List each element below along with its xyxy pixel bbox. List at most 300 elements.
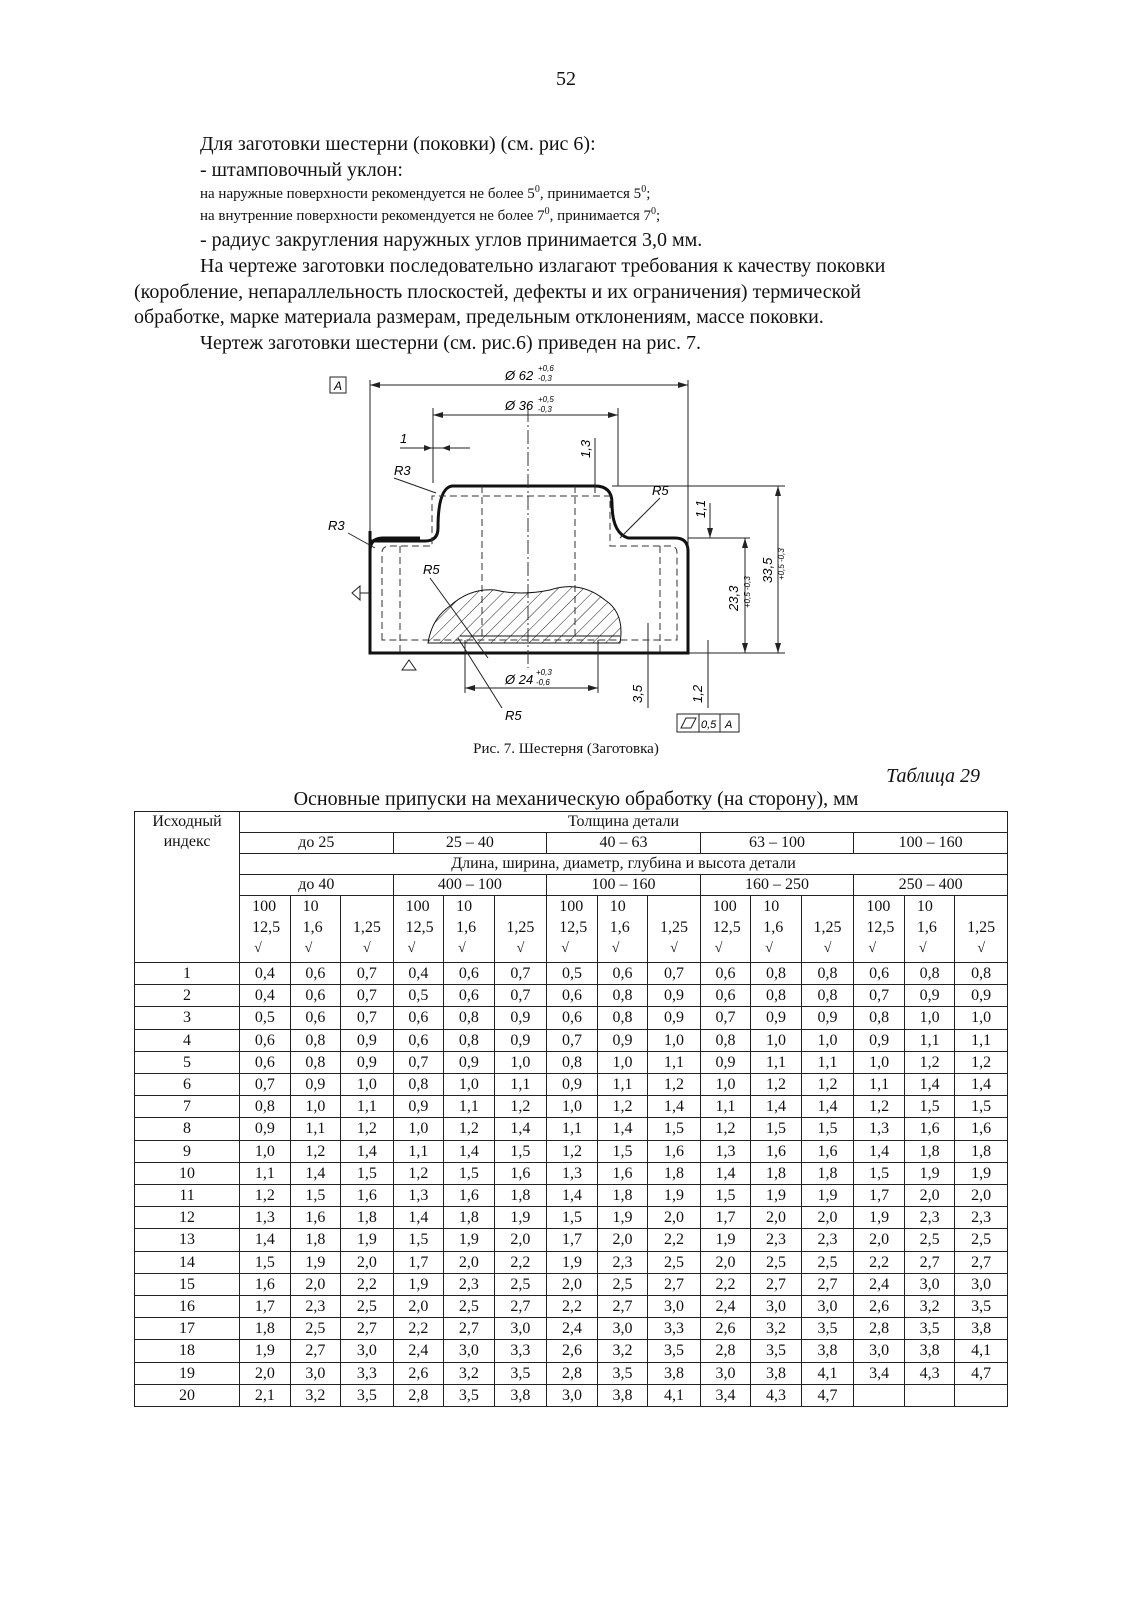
allowance-cell: 1,4 (444, 1140, 495, 1162)
allowance-cell (904, 1384, 955, 1406)
allowance-cell: 1,9 (290, 1251, 341, 1273)
roughness-cell: 100 12,5 √ (393, 896, 444, 963)
allowance-cell: 2,3 (904, 1207, 955, 1229)
allowance-cell: 1,9 (393, 1273, 444, 1295)
allowance-cell: 1,5 (955, 1096, 1008, 1118)
allowance-cell: 2,0 (854, 1229, 905, 1251)
allowance-cell: 1,1 (547, 1118, 598, 1140)
header-row (135, 812, 1008, 833)
allowance-cell: 3,2 (444, 1362, 495, 1384)
index-cell: 11 (135, 1185, 240, 1207)
thickness-group: 100 – 160 (854, 833, 1008, 854)
table-row (135, 1007, 1008, 1029)
allowance-cell: 2,5 (904, 1229, 955, 1251)
allowance-cell: 1,5 (597, 1140, 648, 1162)
allowance-cell: 0,6 (240, 1051, 291, 1073)
allowance-cell: 0,8 (751, 963, 802, 985)
allowance-cell: 0,4 (240, 985, 291, 1007)
allowance-cell: 1,9 (955, 1162, 1008, 1184)
table-row (135, 1207, 1008, 1229)
roughness-cell: 10 1,6 √ (751, 896, 802, 963)
allowance-cell: 0,7 (547, 1029, 598, 1051)
allowance-cell: 1,5 (854, 1162, 905, 1184)
allowance-cell (955, 1384, 1008, 1406)
allowance-cell: 0,5 (547, 963, 598, 985)
allowance-cell: 0,9 (854, 1029, 905, 1051)
allowance-cell: 3,5 (597, 1362, 648, 1384)
allowance-cell: 3,0 (494, 1318, 547, 1340)
allowance-cell: 0,6 (700, 985, 751, 1007)
roughness-cell: 10 1,6 √ (904, 896, 955, 963)
index-cell: 13 (135, 1229, 240, 1251)
roughness-cell: 100 12,5 √ (700, 896, 751, 963)
allowance-cell: 0,9 (494, 1007, 547, 1029)
allowance-cell: 1,5 (547, 1207, 598, 1229)
allowance-cell: 2,7 (751, 1273, 802, 1295)
allowance-cell: 0,9 (597, 1029, 648, 1051)
allowance-cell: 2,0 (597, 1229, 648, 1251)
allowance-cell: 3,4 (854, 1362, 905, 1384)
roughness-cell: 1,25 √ (341, 896, 394, 963)
allowance-cell: 3,8 (597, 1384, 648, 1406)
dim-tolerance: -0,3 (538, 374, 552, 383)
allowance-cell: 1,1 (444, 1096, 495, 1118)
index-cell: 5 (135, 1051, 240, 1073)
allowance-cell: 1,2 (547, 1140, 598, 1162)
allowance-cell: 2,7 (904, 1251, 955, 1273)
allowance-cell: 1,0 (955, 1007, 1008, 1029)
allowance-cell: 0,6 (290, 963, 341, 985)
allowance-cell: 1,0 (341, 1074, 394, 1096)
allowance-cell: 1,6 (444, 1185, 495, 1207)
allowance-cell: 1,2 (597, 1096, 648, 1118)
allowance-cell: 1,6 (801, 1140, 854, 1162)
allowance-cell: 1,9 (801, 1185, 854, 1207)
allowance-cell: 2,3 (597, 1251, 648, 1273)
allowance-cell: 1,1 (700, 1096, 751, 1118)
table-row (135, 963, 1008, 985)
allowance-cell: 2,5 (444, 1296, 495, 1318)
allowance-cell: 1,5 (444, 1162, 495, 1184)
roughness-cell: 1,25 √ (801, 896, 854, 963)
allowance-cell: 1,5 (341, 1162, 394, 1184)
text-line: - радиус закругления наружных углов принимается 3,0 мм. (200, 229, 703, 251)
allowance-cell: 2,1 (240, 1384, 291, 1406)
dim-label: 1,1 (693, 499, 708, 518)
allowance-cell: 3,0 (597, 1318, 648, 1340)
allowance-cell: 0,6 (393, 1029, 444, 1051)
index-cell: 4 (135, 1029, 240, 1051)
index-cell: 20 (135, 1384, 240, 1406)
allowance-cell: 1,5 (700, 1185, 751, 1207)
allowance-cell: 1,1 (801, 1051, 854, 1073)
size-group: 160 – 250 (700, 875, 854, 896)
allowance-cell: 0,9 (904, 985, 955, 1007)
allowance-cell: 1,2 (290, 1140, 341, 1162)
allowance-cell: 1,4 (547, 1185, 598, 1207)
allowance-cell: 1,1 (955, 1029, 1008, 1051)
text-line: на внутренние поверхности рекомендуется не более $7^0$, принимается $7^0$; (200, 206, 661, 224)
allowance-cell: 0,8 (547, 1051, 598, 1073)
allowance-cell: 1,6 (751, 1140, 802, 1162)
allowance-cell: 1,8 (597, 1185, 648, 1207)
allowance-cell: 1,2 (648, 1074, 701, 1096)
thickness-group: 25 – 40 (393, 833, 547, 854)
allowance-cell: 3,0 (648, 1296, 701, 1318)
dim-tolerance: +0,3 (536, 668, 552, 677)
allowance-cell: 1,4 (341, 1140, 394, 1162)
table-row (135, 1051, 1008, 1073)
roughness-cell: 100 12,5 √ (240, 896, 291, 963)
allowance-cell: 3,4 (700, 1384, 751, 1406)
allowance-cell: 1,5 (290, 1185, 341, 1207)
dim-tolerance: -0,6 (536, 678, 550, 687)
allowance-cell: 4,3 (751, 1384, 802, 1406)
allowance-cell: 1,2 (393, 1162, 444, 1184)
allowance-cell: 1,3 (854, 1118, 905, 1140)
allowance-cell: 1,4 (904, 1074, 955, 1096)
allowance-cell: 2,8 (393, 1384, 444, 1406)
allowance-cell: 3,8 (751, 1362, 802, 1384)
roughness-cell: 10 1,6 √ (444, 896, 495, 963)
dim-label: Ø 36 (505, 398, 534, 413)
allowance-cell: 3,2 (290, 1384, 341, 1406)
allowance-cell: 1,7 (854, 1185, 905, 1207)
allowance-cell: 0,9 (240, 1118, 291, 1140)
page-number: 52 (556, 68, 576, 90)
allowance-cell: 0,9 (290, 1074, 341, 1096)
table-row (135, 1074, 1008, 1096)
allowance-cell: 2,2 (341, 1273, 394, 1295)
allowance-cell: 2,8 (700, 1340, 751, 1362)
allowance-cell: 0,6 (444, 985, 495, 1007)
allowance-cell: 1,5 (393, 1229, 444, 1251)
roughness-row (135, 896, 1008, 963)
allowance-cell: 0,8 (444, 1029, 495, 1051)
table-row (135, 1096, 1008, 1118)
allowance-cell: 0,5 (393, 985, 444, 1007)
allowance-cell: 1,3 (700, 1140, 751, 1162)
table-row (135, 1029, 1008, 1051)
allowance-cell: 3,5 (801, 1318, 854, 1340)
allowance-cell: 0,8 (801, 985, 854, 1007)
allowance-cell: 1,6 (240, 1273, 291, 1295)
allowance-cell: 1,8 (751, 1162, 802, 1184)
allowance-cell: 3,8 (494, 1384, 547, 1406)
radius-label: R3 (394, 463, 411, 478)
allowance-cell: 1,4 (494, 1118, 547, 1140)
allowance-cell: 4,1 (801, 1362, 854, 1384)
allowance-cell: 1,7 (240, 1296, 291, 1318)
allowance-cell: 1,7 (393, 1251, 444, 1273)
allowance-cell: 0,6 (393, 1007, 444, 1029)
roughness-cell: 10 1,6 √ (597, 896, 648, 963)
allowance-cell: 1,2 (854, 1096, 905, 1118)
allowance-cell: 1,4 (955, 1074, 1008, 1096)
allowance-cell: 1,2 (700, 1118, 751, 1140)
allowance-cell: 1,0 (700, 1074, 751, 1096)
allowance-cell: 1,5 (751, 1118, 802, 1140)
allowance-cell: 1,9 (700, 1229, 751, 1251)
allowance-cell: 1,0 (290, 1096, 341, 1118)
table-label: Таблица 29 (886, 765, 980, 787)
allowance-cell: 0,6 (700, 963, 751, 985)
thickness-group: 40 – 63 (547, 833, 701, 854)
allowance-cell: 3,0 (290, 1362, 341, 1384)
allowance-cell: 0,9 (341, 1051, 394, 1073)
allowance-cell: 2,4 (854, 1273, 905, 1295)
allowance-cell: 1,0 (648, 1029, 701, 1051)
allowance-cell: 1,6 (341, 1185, 394, 1207)
allowance-cell: 0,7 (341, 1007, 394, 1029)
text-line: Для заготовки шестерни (поковки) (см. рис 6): (200, 133, 596, 155)
allowance-cell: 2,5 (597, 1273, 648, 1295)
allowance-cell: 4,1 (955, 1340, 1008, 1362)
allowance-cell: 3,0 (751, 1296, 802, 1318)
allowance-cell: 2,3 (444, 1273, 495, 1295)
allowance-cell: 2,3 (751, 1229, 802, 1251)
allowance-cell: 3,0 (444, 1340, 495, 1362)
tolerance-value: 0,5 (701, 719, 717, 731)
table-row (135, 1118, 1008, 1140)
allowance-cell: 3,8 (801, 1340, 854, 1362)
allowance-cell: 3,3 (494, 1340, 547, 1362)
header-row (135, 833, 1008, 854)
tolerance-datum: A (725, 719, 733, 731)
allowance-cell: 1,0 (444, 1074, 495, 1096)
allowance-cell: 0,8 (751, 985, 802, 1007)
allowance-cell: 1,4 (751, 1096, 802, 1118)
allowance-cell: 2,0 (494, 1229, 547, 1251)
size-group: 250 – 400 (854, 875, 1008, 896)
roughness-cell: 1,25 √ (494, 896, 547, 963)
allowance-cell: 1,8 (290, 1229, 341, 1251)
allowance-cell: 3,0 (700, 1362, 751, 1384)
allowance-cell: 2,7 (290, 1340, 341, 1362)
dim-tolerance: +0,5 -0,3 (777, 548, 786, 580)
allowance-cell: 1,8 (494, 1185, 547, 1207)
allowance-cell: 2,2 (700, 1273, 751, 1295)
allowance-cell: 0,8 (393, 1074, 444, 1096)
allowance-cell: 0,9 (648, 1007, 701, 1029)
allowance-cell: 2,7 (444, 1318, 495, 1340)
table-row (135, 1273, 1008, 1295)
allowance-cell: 3,2 (904, 1296, 955, 1318)
allowance-cell: 1,9 (494, 1207, 547, 1229)
allowance-cell: 1,3 (393, 1185, 444, 1207)
allowance-cell: 0,9 (955, 985, 1008, 1007)
allowance-cell: 0,9 (444, 1051, 495, 1073)
size-group: 100 – 160 (547, 875, 701, 896)
allowance-cell: 1,1 (393, 1140, 444, 1162)
allowance-cell: 2,2 (854, 1251, 905, 1273)
table-row (135, 1340, 1008, 1362)
allowance-cell: 1,1 (494, 1074, 547, 1096)
allowance-cell: 1,1 (854, 1074, 905, 1096)
allowance-cell: 1,6 (648, 1140, 701, 1162)
allowance-cell: 1,4 (240, 1229, 291, 1251)
allowance-cell: 2,7 (341, 1318, 394, 1340)
allowance-cell: 2,0 (547, 1273, 598, 1295)
radius-label: R5 (423, 562, 440, 577)
roughness-cell: 1,25 √ (955, 896, 1008, 963)
allowance-cell: 3,0 (547, 1384, 598, 1406)
header-row (135, 875, 1008, 896)
allowance-cell: 0,7 (341, 985, 394, 1007)
datum-label: A (334, 379, 343, 393)
text-line: на наружные поверхности рекомендуется не более $5^0$, принимается $5^0$; (200, 184, 651, 202)
allowance-cell: 2,5 (494, 1273, 547, 1295)
allowance-cell: 0,8 (290, 1051, 341, 1073)
index-cell: 15 (135, 1273, 240, 1295)
allowance-cell: 0,9 (801, 1007, 854, 1029)
index-cell: 7 (135, 1096, 240, 1118)
text-line: - штамповочный уклон: (200, 159, 403, 181)
index-cell: 12 (135, 1207, 240, 1229)
dim-label: 1,3 (578, 439, 593, 458)
allowance-cell: 1,6 (494, 1162, 547, 1184)
allowance-cell: 3,5 (751, 1340, 802, 1362)
header-row (135, 854, 1008, 875)
allowance-cell: 0,7 (341, 963, 394, 985)
allowance-cell: 1,1 (290, 1118, 341, 1140)
size-group: до 40 (240, 875, 394, 896)
allowance-cell: 1,6 (290, 1207, 341, 1229)
dim-tolerance: -0,3 (538, 405, 552, 414)
allowance-cell: 0,6 (240, 1029, 291, 1051)
dim-label: Ø 24 (505, 672, 534, 687)
allowance-cell: 1,3 (547, 1162, 598, 1184)
index-header: Исходный индекс (135, 812, 240, 854)
allowance-cell: 2,4 (700, 1296, 751, 1318)
index-cell: 9 (135, 1140, 240, 1162)
allowance-cell: 1,1 (648, 1051, 701, 1073)
allowance-cell: 1,0 (494, 1051, 547, 1073)
dim-label: 1 (400, 431, 408, 446)
allowance-cell: 2,2 (547, 1296, 598, 1318)
allowance-cell: 0,9 (547, 1074, 598, 1096)
allowance-cell: 1,9 (240, 1340, 291, 1362)
allowance-cell: 2,6 (393, 1362, 444, 1384)
allowance-cell: 0,7 (854, 985, 905, 1007)
allowance-cell: 4,7 (801, 1384, 854, 1406)
text-line: обработке, марке материала размерам, предельным отклонениям, массе поковки. (134, 306, 824, 328)
table-row (135, 985, 1008, 1007)
dim-tolerance: +0,5 -0,3 (743, 576, 752, 608)
allowance-cell: 3,2 (751, 1318, 802, 1340)
allowance-cell: 2,2 (494, 1251, 547, 1273)
allowance-cell: 1,9 (854, 1207, 905, 1229)
index-cell: 17 (135, 1318, 240, 1340)
allowance-cell: 1,3 (240, 1207, 291, 1229)
index-cell: 19 (135, 1362, 240, 1384)
roughness-cell: 1,25 √ (648, 896, 701, 963)
allowance-cell: 3,0 (904, 1273, 955, 1295)
allowance-cell: 3,5 (904, 1318, 955, 1340)
allowance-cell: 0,9 (341, 1029, 394, 1051)
allowance-cell: 1,8 (341, 1207, 394, 1229)
dim-label: 33,5 (760, 557, 775, 583)
allowance-cell: 3,5 (648, 1340, 701, 1362)
dim-tolerance: +0,5 (538, 395, 554, 404)
allowance-cell: 2,7 (494, 1296, 547, 1318)
index-cell: 8 (135, 1118, 240, 1140)
allowance-cell: 1,6 (955, 1118, 1008, 1140)
dim-label: Ø 62 (505, 368, 534, 383)
allowance-cell: 0,8 (904, 963, 955, 985)
allowance-cell: 0,7 (240, 1074, 291, 1096)
allowance-cell: 1,8 (955, 1140, 1008, 1162)
allowance-cell: 3,5 (444, 1384, 495, 1406)
allowance-cell: 1,6 (904, 1118, 955, 1140)
size-header: Длина, ширина, диаметр, глубина и высота детали (240, 854, 1008, 875)
allowance-cell: 1,2 (341, 1118, 394, 1140)
text-line: Чертеж заготовки шестерни (см. рис.6) приведен на рис. 7. (200, 332, 701, 354)
allowance-cell: 0,7 (393, 1051, 444, 1073)
allowance-cell: 1,1 (751, 1051, 802, 1073)
allowance-cell: 2,7 (801, 1273, 854, 1295)
allowance-cell: 3,0 (955, 1273, 1008, 1295)
allowance-cell: 1,9 (444, 1229, 495, 1251)
allowance-cell: 1,0 (240, 1140, 291, 1162)
allowance-cell: 1,0 (854, 1051, 905, 1073)
allowance-cell: 0,7 (494, 963, 547, 985)
allowance-cell: 1,8 (801, 1162, 854, 1184)
allowance-cell: 2,7 (597, 1296, 648, 1318)
index-cell: 18 (135, 1340, 240, 1362)
index-header-blank (135, 854, 240, 963)
dim-label: 23,3 (726, 585, 741, 611)
allowance-cell: 2,8 (854, 1318, 905, 1340)
allowance-cell: 1,0 (547, 1096, 598, 1118)
table-title: Основные припуски на механическую обработку (на сторону), мм (293, 788, 859, 810)
allowance-cell (854, 1384, 905, 1406)
allowance-cell: 1,8 (240, 1318, 291, 1340)
table-row (135, 1162, 1008, 1184)
allowance-cell: 1,2 (751, 1074, 802, 1096)
allowance-cell: 2,5 (801, 1251, 854, 1273)
allowance-cell: 1,1 (240, 1162, 291, 1184)
allowance-cell: 2,2 (393, 1318, 444, 1340)
allowance-cell: 0,9 (700, 1051, 751, 1073)
allowance-cell: 0,6 (444, 963, 495, 985)
allowance-cell: 1,4 (648, 1096, 701, 1118)
allowance-cell: 2,0 (393, 1296, 444, 1318)
allowance-cell: 2,6 (700, 1318, 751, 1340)
roughness-cell: 100 12,5 √ (547, 896, 598, 963)
allowance-cell: 0,8 (240, 1096, 291, 1118)
allowance-cell: 1,4 (700, 1162, 751, 1184)
allowance-cell: 0,9 (648, 985, 701, 1007)
index-cell: 6 (135, 1074, 240, 1096)
index-cell: 16 (135, 1296, 240, 1318)
allowance-cell: 1,4 (393, 1207, 444, 1229)
allowance-cell: 1,9 (751, 1185, 802, 1207)
allowance-cell: 2,0 (700, 1251, 751, 1273)
allowance-cell: 2,0 (751, 1207, 802, 1229)
allowance-cell: 1,7 (547, 1229, 598, 1251)
allowance-cell: 1,4 (801, 1096, 854, 1118)
allowance-cell: 3,5 (955, 1296, 1008, 1318)
allowance-cell: 3,0 (801, 1296, 854, 1318)
allowance-cell: 0,7 (494, 985, 547, 1007)
allowance-cell: 0,8 (700, 1029, 751, 1051)
roughness-cell: 10 1,6 √ (290, 896, 341, 963)
allowance-cell: 1,5 (801, 1118, 854, 1140)
allowance-cell: 1,2 (494, 1096, 547, 1118)
thickness-header: Толщина детали (240, 812, 1008, 833)
allowance-cell: 2,4 (393, 1340, 444, 1362)
